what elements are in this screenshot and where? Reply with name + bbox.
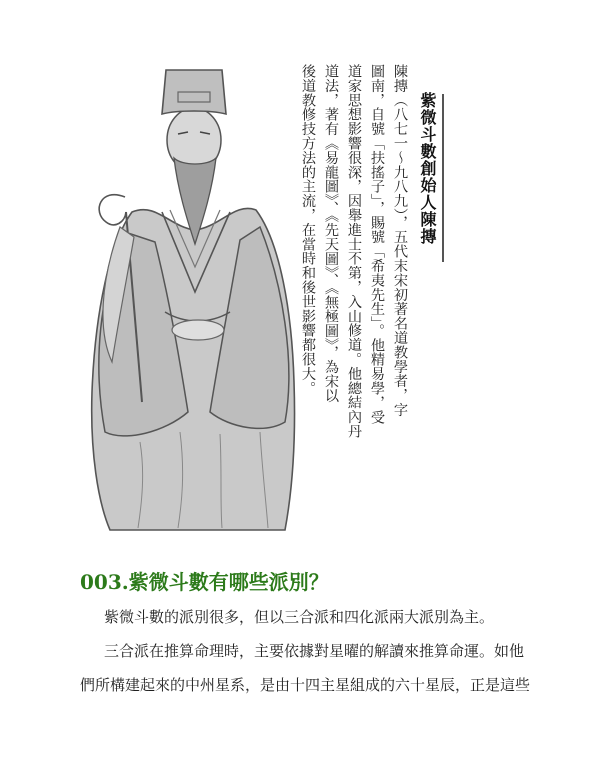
caption-column-2: 圖南，自號「扶搖子」，賜號「希夷先生」。他精易學，受	[369, 64, 385, 425]
caption-column-4: 道法，著有《易龍圖》、《先天圖》、《無極圖》，為宋以	[323, 64, 339, 403]
section-heading: 003.紫微斗數有哪些派別？	[80, 570, 329, 594]
paragraph-2-line-1: 三合派在推算命理時，主要依據對星曜的解讀來推算命運。如他	[104, 642, 525, 660]
caption-column-5: 後道教修技方法的主流，在當時和後世影響都很大。	[300, 64, 316, 396]
caption-column-3: 道家思想影響很深，因舉進士不第，入山修道。他總結內丹	[346, 64, 362, 439]
caption-column-1: 陳摶（八七一～九八九），五代末宋初著名道教學者，字	[392, 64, 408, 417]
chen-tuan-portrait-illustration	[70, 62, 320, 532]
figure-title: 紫微斗數創始人陳摶	[418, 92, 437, 245]
paragraph-2-line-2: 們所構建起來的中州星系，是由十四主星組成的六十星辰，正是這些	[80, 676, 531, 694]
paragraph-1: 紫微斗數的派別很多，但以三合派和四化派兩大派別為主。	[104, 608, 495, 626]
title-rule	[442, 94, 444, 262]
